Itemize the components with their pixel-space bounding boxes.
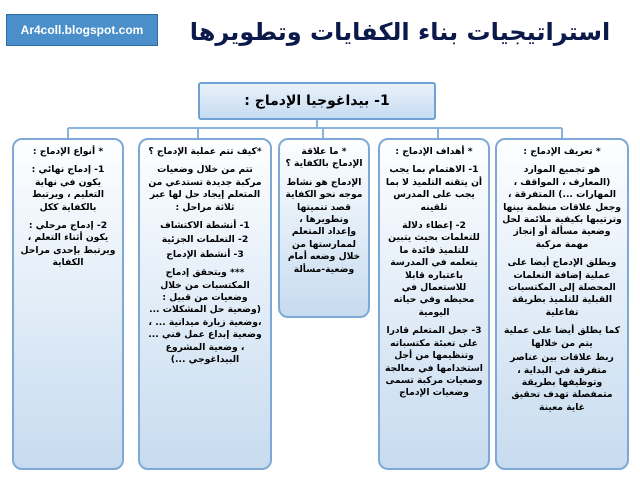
box-text: 3- أنشطة الإدماج <box>166 248 244 260</box>
box-text: 1- أنشطة الاكتشاف <box>160 220 250 232</box>
types-box <box>12 138 124 470</box>
definition-box <box>495 138 629 470</box>
box-text: 3- جعل المتعلم قادرا على تعبئة مكتسباته وتنظيمها من أجل استخدامها في معالجة وضعيات مركبة تسمى وضعيات الإدماج <box>385 325 483 399</box>
box-heading: * أهداف الإدماج : <box>395 146 473 157</box>
box-text: *** ويتحقق إدماج المكتسبات من خلال وضعيات من قبيل : (وضعية حل المشكلات ... ،وضعية زيارة ميدانية ... ، وضعية إبداع عمل فني ... ، وضعية المشروع البيداغوجي ...) <box>148 267 262 366</box>
box-heading: * تعريف الإدماج : <box>523 146 601 157</box>
box-heading: * ما علاقة الإدماج بالكفاية ؟ <box>285 146 363 170</box>
relation-box <box>278 138 370 318</box>
box-text: 2- إعطاء دلالة للتعلمات بحيث يتبين للتلميذ فائدة ما يتعلمه في المدرسة باعتباره قابلا للاستعمال في محيطه وفي حياته اليومية <box>388 220 480 318</box>
box-text: تتم من خلال وضعيات مركبة جديدة تستدعي من المتعلم إيجاد حل لها عبر ثلاثة مراحل : <box>148 164 262 213</box>
box-text: الإدماج هو نشاط موجه نحو الكفاية قصد تنميتها وتطويرها ، وإعداد المتعلم لممارستها من خلال وضعه أمام وضعية-مسألة <box>285 176 363 275</box>
blog-label: Ar4coll.blogspot.com <box>6 14 158 46</box>
box-text: ويطلق الإدماج أيضا على عملية إضافة التعلمات المحصلة إلى المكتسبات القبلية للتلميذ بطريقة تفاعلية <box>507 257 617 318</box>
process-box <box>138 138 272 470</box>
box-text: هو تجميع الموارد (المعارف ، المواقف ، المهارات ...) المتفرقة ، وجعل علاقات منظمة بينها وترتيبها بكيفية ملائمة لحل وضعية مسألة أو إنجاز مهمة مركبة <box>502 164 622 250</box>
box-text: 1- إدماج نهائي : يكون في نهاية التعليم ، ويرتبط بالكفاية ككل <box>31 164 105 213</box>
box-text: 2- التعلمات الجزئية <box>161 234 249 246</box>
box-text: 2- إدماج مرحلي : يكون أثناء التعلم ، ويرتبط بإحدى مراحل الكفاية <box>20 220 116 269</box>
page-title: استراتيجيات بناء الكفايات وتطويرها <box>189 18 611 46</box>
box-text: كما يطلق أيضا على عملية يتم من خلالها <box>503 325 621 349</box>
box-text: 1- الاهتمام بما يجب أن يتقنه التلميذ لا بما يجب على المدرس تلقينه <box>385 164 483 213</box>
goals-box <box>378 138 490 470</box>
box-heading: *كيف تتم عملية الإدماج ؟ <box>148 146 262 157</box>
root-node: 1- بيداغوجيا الإدماج : <box>198 82 436 120</box>
box-text: ربط علاقات بين عناصر متفرقة في البداية ، وتوظيفها بطريقة متمفصلة تهدف تحقيق غاية معينة <box>510 352 614 413</box>
box-heading: * أنواع الإدماج : <box>32 146 104 157</box>
